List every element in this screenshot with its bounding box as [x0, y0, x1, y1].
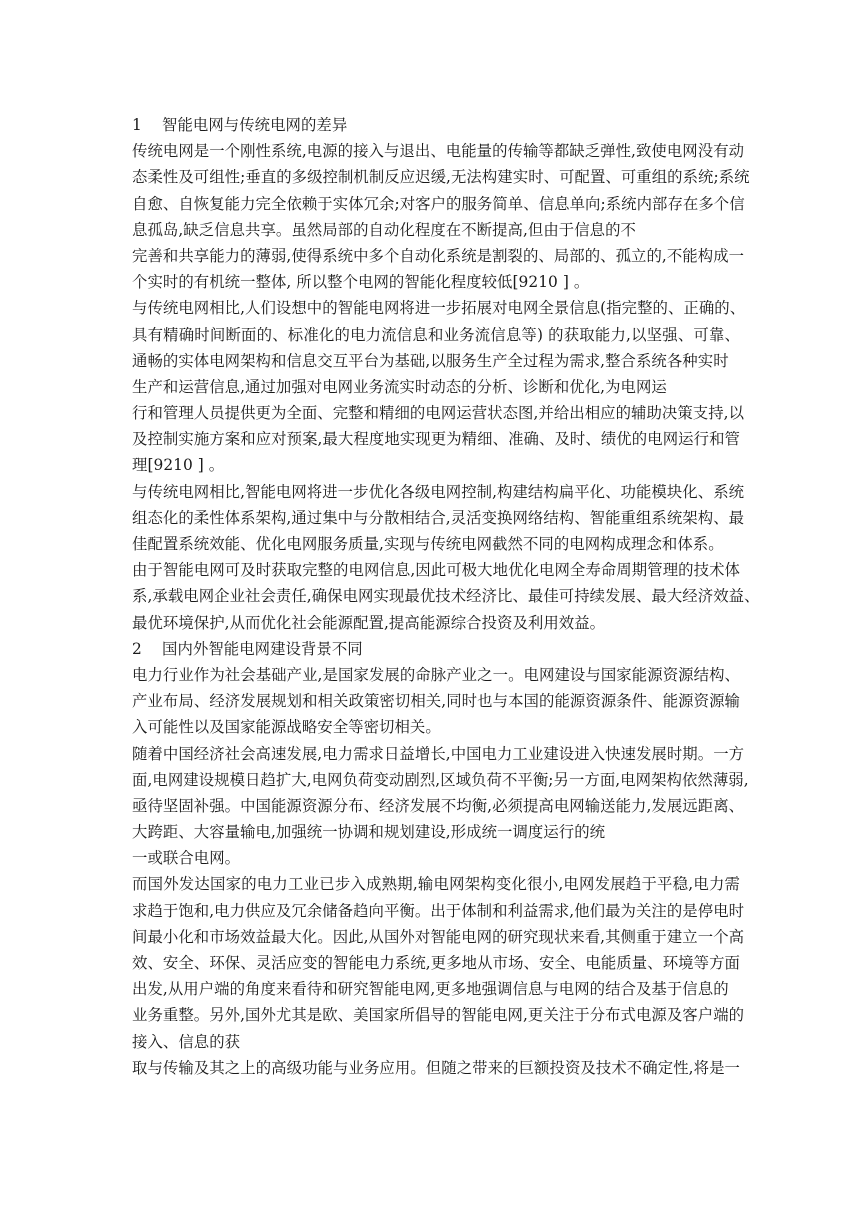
paragraph-line: 面,电网建设规模日趋扩大,电网负荷变动剧烈,区域负荷不平衡;另一方面,电网架构依然薄弱, [132, 770, 749, 789]
paragraph-line: 业务重整。另外,国外尤其是欧、美国家所倡导的智能电网,更关注于分布式电源及客户端的 [132, 1006, 745, 1025]
paragraph-line: 亟待坚固补强。中国能源资源分布、经济发展不均衡,必须提高电网输送能力,发展远距离、 [132, 796, 745, 815]
paragraph-line: 系,承载电网企业社会责任,确保电网实现最优技术经济比、最佳可持续发展、最大经济效益、 [132, 587, 760, 606]
paragraph-line: 具有精确时间断面的、标准化的电力流信息和业务流信息等) 的获取能力,以坚强、可靠、 [132, 325, 740, 344]
paragraph-line: 间最小化和市场效益最大化。因此,从国外对智能电网的研究现状来看,其侧重于建立一个高 [132, 927, 745, 946]
paragraph-line: 自愈、自恢复能力完全依赖于实体冗余;对客户的服务简单、信息单向;系统内部存在多个信 [132, 194, 745, 213]
paragraph-line: 由于智能电网可及时获取完整的电网信息,因此可极大地优化电网全寿命周期管理的技术体 [132, 561, 740, 580]
paragraph-line: 行和管理人员提供更为全面、完整和精细的电网运营状态图,并给出相应的辅助决策支持,以 [132, 404, 745, 423]
paragraph-line: 理[9210 ] 。 [132, 456, 225, 475]
paragraph-line: 息孤岛,缺乏信息共享。虽然局部的自动化程度在不断提高,但由于信息的不 [132, 220, 636, 239]
paragraph-line: 与传统电网相比,智能电网将进一步优化各级电网控制,构建结构扁平化、功能模块化、系统 [132, 482, 745, 501]
section-1-number: 1 [132, 116, 142, 134]
paragraph-line: 大跨距、大容量输电,加强统一协调和规划建设,形成统一调度运行的统 [132, 823, 606, 842]
paragraph-line: 传统电网是一个刚性系统,电源的接入与退出、电能量的传输等都缺乏弹性,致使电网没有动 [132, 142, 745, 161]
paragraph-line: 生产和运营信息,通过加强对电网业务流实时动态的分析、诊断和优化,为电网运 [132, 377, 667, 396]
paragraph-line: 入可能性以及国家能源战略安全等密切相关。 [132, 718, 441, 737]
paragraph-line: 电力行业作为社会基础产业,是国家发展的命脉产业之一。电网建设与国家能源资源结构、 [132, 665, 740, 684]
section-2-number: 2 [132, 639, 142, 658]
paragraph-line: 与传统电网相比,人们设想中的智能电网将进一步拓展对电网全景信息(指完整的、正确的、 [132, 299, 746, 318]
paragraph-line: 产业布局、经济发展规划和相关政策密切相关,同时也与本国的能源资源条件、能源资源输 [132, 692, 740, 711]
section-2-title: 国内外智能电网建设背景不同 [162, 639, 363, 658]
paragraph-line: 一或联合电网。 [132, 849, 241, 868]
paragraph-line: 随着中国经济社会高速发展,电力需求日益增长,中国电力工业建设进入快速发展时期。一方 [132, 744, 745, 763]
paragraph-line: 取与传输及其之上的高级功能与业务应用。但随之带来的巨额投资及技术不确定性,将是一 [132, 1058, 740, 1077]
paragraph-line: 完善和共享能力的薄弱,使得系统中多个自动化系统是割裂的、局部的、孤立的,不能构成一 [132, 246, 745, 265]
section-1-title: 智能电网与传统电网的差异 [162, 116, 348, 134]
paragraph-line: 求趋于饱和,电力供应及冗余储备趋向平衡。出于体制和利益需求,他们最为关注的是停电时 [132, 901, 745, 920]
paragraph-line: 通畅的实体电网架构和信息交互平台为基础,以服务生产全过程为需求,整合系统各种实时 [132, 351, 729, 370]
paragraph-line: 效、安全、环保、灵活应变的智能电力系统,更多地从市场、安全、电能质量、环境等方面 [132, 954, 740, 972]
paragraph-line: 佳配置系统效能、优化电网服务质量,实现与传统电网截然不同的电网构成理念和体系。 [132, 535, 724, 553]
paragraph-line: 最优环境保护,从而优化社会能源配置,提高能源综合投资及利用效益。 [132, 613, 606, 632]
paragraph-line: 个实时的有机统一整体, 所以整个电网的智能化程度较低[9210 ] 。 [132, 273, 590, 292]
section-2-heading [132, 636, 740, 662]
paragraph-line: 态柔性及可组性;垂直的多级控制机制反应迟缓,无法构建实时、可配置、可重组的系统;系统 [132, 168, 750, 187]
paragraph-line: 组态化的柔性体系架构,通过集中与分散相结合,灵活变换网络结构、智能重组系统架构、最 [132, 508, 745, 527]
section-1-heading [132, 112, 740, 138]
paragraph-line: 出发,从用户端的角度来看待和研究智能电网,更多地强调信息与电网的结合及基于信息的 [132, 980, 729, 999]
document-body [132, 112, 760, 1081]
paragraph-line: 及控制实施方案和应对预案,最大程度地实现更为精细、准确、及时、绩优的电网运行和管 [132, 430, 740, 449]
paragraph-line: 接入、信息的获 [132, 1032, 241, 1051]
paragraph-line: 而国外发达国家的电力工业已步入成熟期,输电网架构变化很小,电网发展趋于平稳,电力需 [132, 875, 740, 894]
